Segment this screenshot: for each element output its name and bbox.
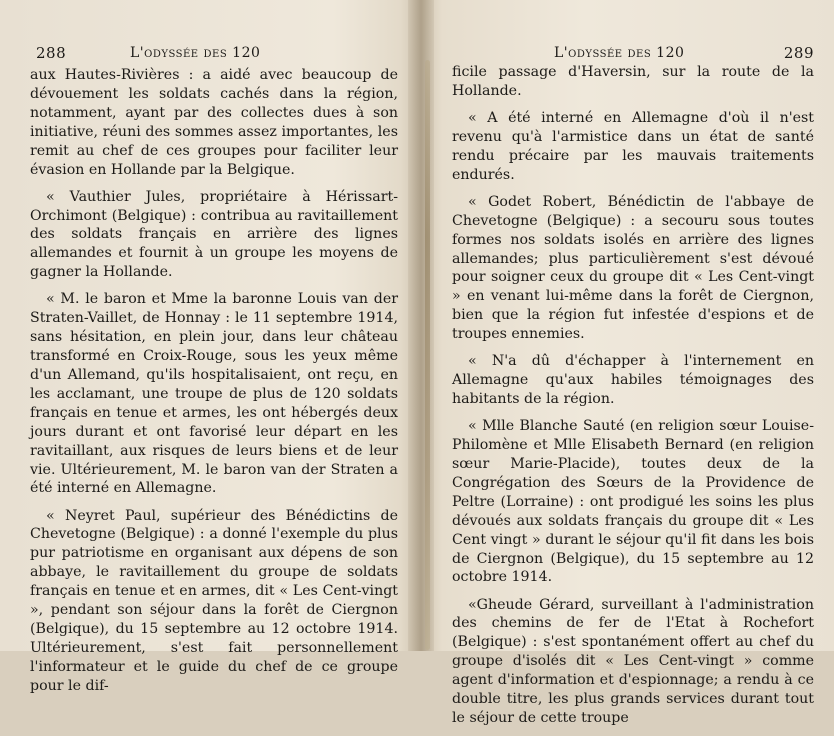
paragraph: « Neyret Paul, supérieur des Bénédictins de Chevetogne (Belgique) : a donné l'exemple du plus pur patriotisme en organisant aux dépens de son abbaye, le ravitaillement du groupe de soldats français en tenue et en armes, dit « Les Cent-vingt », pendant son séjour dans la forêt de Ciergnon (Belgique), du 15 septembre au 12 octobre 1914. Ultérieurement, s'est fait personnellement l'informateur et le guide du chef de ce groupe pour le dif-: [30, 507, 398, 694]
paragraph: « Mlle Blanche Sauté (en religion sœur Louise-Philomène et Mlle Elisabeth Bernard (en religion sœur Marie-Placide), toutes deux de la Congrégation des Sœurs de la Providence de Peltre (Lorraine) : ont prodigué les soins les plus dévoués aux soldats français du groupe dit « Les Cent vingt » durant le séjour qu'il fit dans les bois de Ciergnon (Belgique), du 15 septembre au 12 octobre 1914.: [452, 418, 814, 586]
left-page-body: [30, 66, 398, 704]
book-gutter: [408, 0, 434, 651]
paragraph: ficile passage d'Haversin, sur la route de la Hollande.: [452, 64, 814, 99]
paragraph: « N'a dû d'échapper à l'internement en Allemagne qu'aux habiles témoignages des habitants de la région.: [452, 353, 814, 408]
right-running-title: L'odyssée des 120: [554, 45, 685, 61]
right-running-head: [452, 44, 814, 64]
left-running-title: L'odyssée des 120: [130, 45, 261, 61]
right-page: [452, 0, 814, 726]
paragraph: aux Hautes-Rivières : a aidé avec beaucoup de dévouement les soldats cachés dans la région, notamment, ayant par des collectes dues à son initiative, réuni des sommes assez importantes, les remit au chef de ces groupes pour faciliter leur évasion en Hollande par la Belgique.: [30, 67, 398, 178]
paragraph: « A été interné en Allemagne d'où il n'est revenu qu'à l'armistice dans un état de santé rendu précaire par les mauvais traitements endurés.: [452, 110, 814, 183]
right-page-number: 289: [783, 44, 814, 62]
left-page: [30, 0, 398, 694]
paragraph: « M. le baron et Mme la baronne Louis van der Straten-Vaillet, de Honnay : le 11 septembre 1914, sans hésitation, en plein jour, dans leur château transformé en Croix-Rouge, sous les yeux même d'un Allemand, qu'ils hospitalisaient, ont reçu, en les acclamant, une troupe de plus de 120 soldats français en tenue et armes, les ont hébergés deux jours durant et ont favorisé leur départ en les ravitaillant, aux risques de leurs biens et de leur vie. Ultérieurement, M. le baron van der Straten a été interné en Allemagne.: [30, 291, 398, 497]
paragraph: « Vauthier Jules, propriétaire à Hérissart-Orchimont (Belgique) : contribua au ravitaillement des soldats français en arrière des lignes allemandes et fournit à un groupe les moyens de gagner la Hollande.: [30, 188, 398, 281]
paragraph: «Gheude Gérard, surveillant à l'administration des chemins de fer de l'Etat à Rochefort (Belgique) : s'est spontanément offert au chef du groupe d'isolés dit « Les Cent-vingt » comme agent d'information et d'espionnage; a rendu à ce double titre, les plus grands services durant tout le séjour de cette troupe: [452, 596, 814, 726]
right-page-body: [452, 63, 814, 736]
left-page-number: 288: [36, 44, 67, 62]
left-running-head: [30, 44, 398, 64]
binding-crease: [425, 60, 430, 650]
paragraph: « Godet Robert, Bénédictin de l'abbaye de Chevetogne (Belgique) : a secouru sous toutes formes nos soldats isolés en arrière des lignes allemandes; plus particulièrement s'est dévoué pour soigner ceux du groupe dit « Les Cent-vingt » en venant lui-même dans la forêt de Ciergnon, bien que la région fut infestée d'espions et de troupes ennemies.: [452, 193, 814, 343]
